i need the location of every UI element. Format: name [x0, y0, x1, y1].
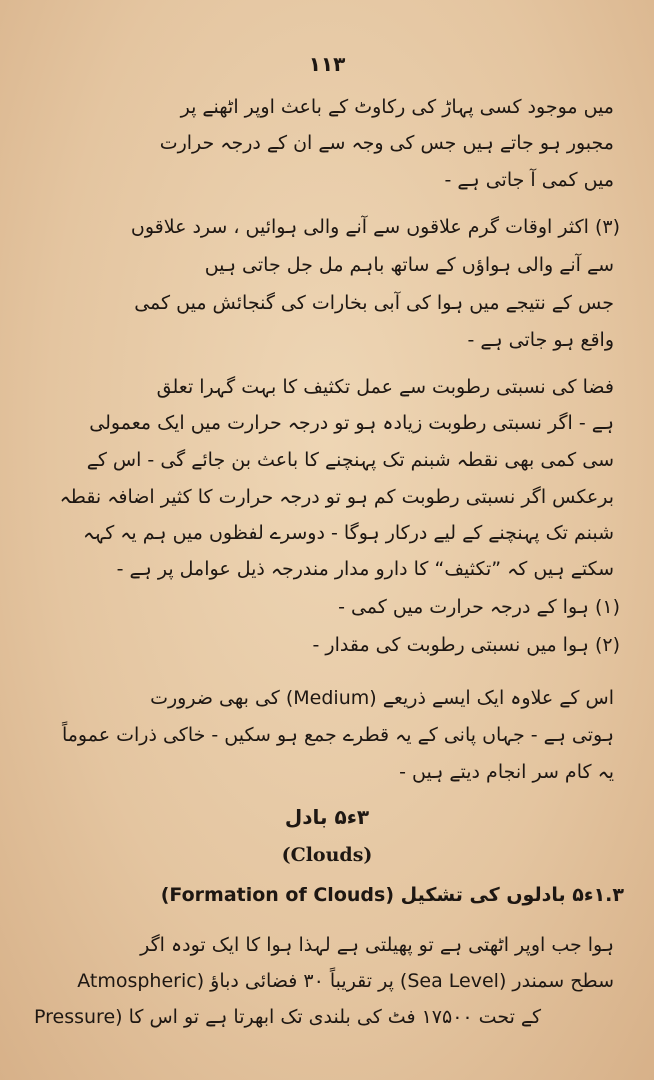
text-line: (۱) ہوا کے درجہ حرارت میں کمی - — [338, 596, 620, 618]
section-heading-urdu: ۳ء۵ بادل — [284, 805, 370, 829]
section-heading-english: (Clouds) — [281, 844, 373, 866]
text-line: (۲) ہوا میں نسبتی رطوبت کی مقدار - — [312, 634, 620, 656]
text-line: ہوا جب اوپر اٹھتی ہے تو پھیلتی ہے لہذا ہوا کا ایک تودہ اگر — [140, 934, 614, 956]
text-line: جس کے نتیجے میں ہوا کی آبی بخارات کی گنجائش میں کمی — [134, 292, 614, 314]
text-line: میں موجود کسی پہاڑ کی رکاوٹ کے باعث اوپر اٹھنے پر — [180, 96, 614, 118]
subsection-heading: ۱.۳ء۵ بادلوں کی تشکیل (Formation of Clouds) — [160, 884, 624, 906]
text-line: سکتے ہیں کہ ”تکثیف“ کا دارو مدار مندرجہ ذیل عوامل پر ہے - — [116, 558, 614, 580]
text-line: اس کے علاوہ ایک ایسے ذریعے (Medium) کی بھی ضرورت — [150, 687, 614, 709]
text-line: واقع ہو جاتی ہے - — [467, 329, 614, 351]
text-line: سی کمی بھی نقطہ شبنم تک پہنچنے کا باعث بن جائے گی - اس کے — [86, 449, 614, 471]
text-line: ہے - اگر نسبتی رطوبت زیادہ ہو تو درجہ حرارت میں ایک معمولی — [89, 412, 614, 434]
text-line: یہ کام سر انجام دیتے ہیں - — [399, 761, 614, 783]
text-line: شبنم تک پہنچنے کے لیے درکار ہوگا - دوسرے لفظوں میں ہم یہ کہہ — [82, 522, 614, 544]
text-line: ہوتی ہے - جہاں پانی کے یہ قطرے جمع ہو سکیں - خاکی ذرات عموماً — [61, 724, 614, 746]
text-line: سطح سمندر (Sea Level) پر تقریباً ۳۰ فضائی دباؤ (Atmospheric — [77, 970, 614, 992]
text-line: برعکس اگر نسبتی رطوبت کم ہو تو درجہ حرارت کا کثیر اضافہ نقطہ — [59, 486, 614, 508]
text-line: سے آنے والی ہواؤں کے ساتھ باہم مل جل جاتی ہیں — [204, 254, 614, 276]
text-line: (۳) اکثر اوقات گرم علاقوں سے آنے والی ہوائیں ، سرد علاقوں — [130, 216, 620, 238]
text-line: مجبور ہو جاتے ہیں جس کی وجہ سے ان کے درجہ حرارت — [159, 132, 614, 154]
page-number: ۱۱۳ — [308, 52, 346, 76]
text-line: میں کمی آ جاتی ہے - — [444, 169, 614, 191]
text-line: Pressure) کے تحت ۱۷۵۰۰ فٹ کی بلندی تک ابھرتا ہے تو اس کا — [34, 1006, 542, 1028]
text-line: فضا کی نسبتی رطوبت سے عمل تکثیف کا بہت گہرا تعلق — [156, 376, 614, 398]
